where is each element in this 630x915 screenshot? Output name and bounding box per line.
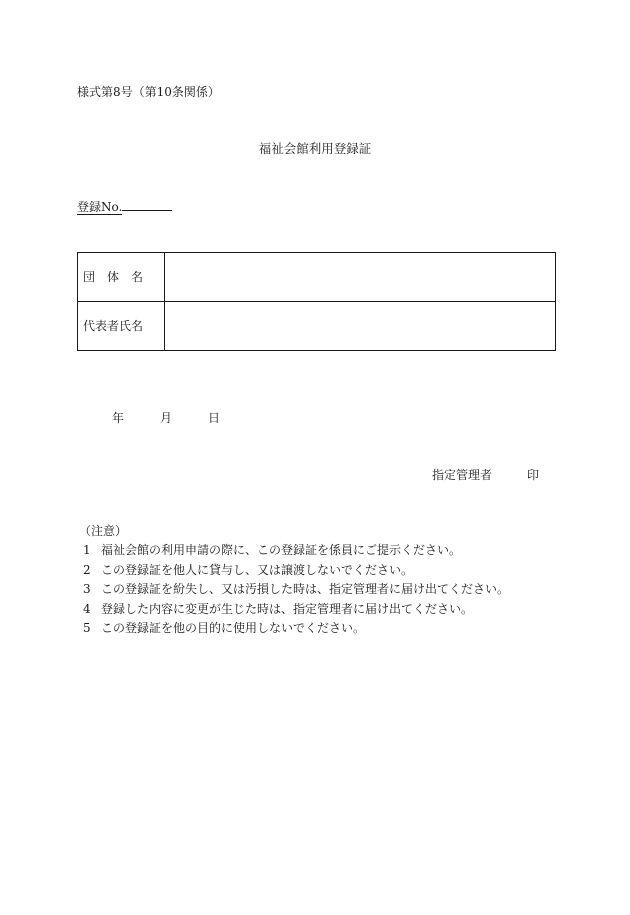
note-number: 1 bbox=[83, 543, 91, 557]
representative-name-value[interactable] bbox=[165, 302, 555, 350]
list-item bbox=[83, 622, 509, 642]
group-name-label: 団 体 名 bbox=[78, 253, 165, 301]
list-item bbox=[83, 583, 509, 603]
notes-list bbox=[83, 544, 509, 642]
note-number: 3 bbox=[83, 582, 91, 596]
note-number: 2 bbox=[83, 562, 91, 577]
note-text: この登録証を紛失し、又は汚損した時は、指定管理者に届け出てください。 bbox=[101, 582, 510, 596]
note-text: この登録証を他の目的に使用しないでください。 bbox=[101, 621, 366, 635]
group-name-value[interactable] bbox=[165, 253, 555, 301]
date-month-label: 月 bbox=[160, 411, 173, 425]
info-table bbox=[77, 252, 556, 351]
list-item bbox=[83, 544, 509, 564]
registration-number-field bbox=[77, 200, 172, 213]
issue-date bbox=[112, 412, 220, 424]
notes-title: （注意） bbox=[79, 524, 128, 538]
representative-name-label: 代表者氏名 bbox=[78, 302, 165, 350]
table-row-group-name bbox=[78, 253, 555, 302]
note-text: この登録証を他人に貸与し、又は譲渡しないでください。 bbox=[101, 562, 414, 577]
note-number: 4 bbox=[83, 601, 91, 616]
designated-manager-label: 指定管理者 bbox=[432, 468, 493, 482]
note-text: 登録した内容に変更が生じた時は、指定管理者に届け出てください。 bbox=[101, 601, 474, 616]
table-row-representative bbox=[78, 302, 555, 350]
registration-number-blank[interactable] bbox=[122, 200, 172, 211]
form-number: 様式第8号（第10条関係） bbox=[77, 85, 220, 99]
registration-number-label: 登録No. bbox=[77, 200, 123, 214]
note-text: 福祉会館の利用申請の際に、この登録証を係員にご提示ください。 bbox=[101, 543, 462, 557]
list-item bbox=[83, 564, 509, 584]
document-title: 福祉会館利用登録証 bbox=[258, 141, 372, 156]
list-item bbox=[83, 603, 509, 623]
seal-mark: 印 bbox=[527, 468, 540, 482]
date-year-label: 年 bbox=[112, 411, 125, 425]
note-number: 5 bbox=[83, 621, 91, 635]
date-day-label: 日 bbox=[208, 411, 221, 425]
